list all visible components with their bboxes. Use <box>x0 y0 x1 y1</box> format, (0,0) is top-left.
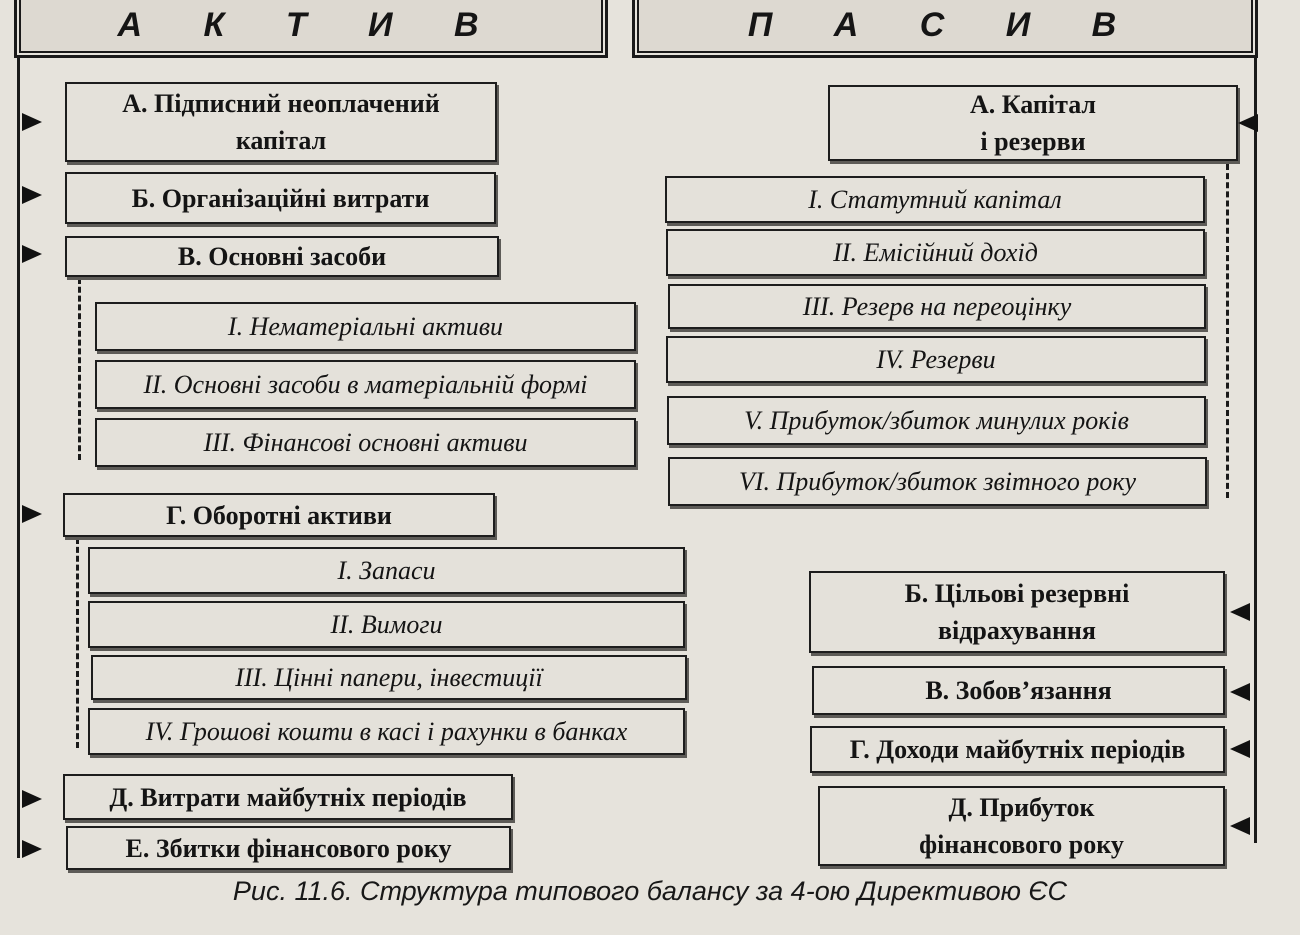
pasyv-a-capital-reserves <box>828 85 1238 161</box>
pasyv-a-item-5: V. Прибуток/збиток минулих років <box>667 396 1206 445</box>
pasyv-a-item-6: VI. Прибуток/збиток звітного року <box>668 457 1207 506</box>
arrow-right-icon <box>22 790 42 808</box>
arrow-right-icon <box>22 245 42 263</box>
figure-caption: Рис. 11.6. Структура типового балансу за 4-ою Директивою ЄС <box>232 876 1068 906</box>
aktyv-g-current-assets: Г. Оборотні активи <box>63 493 495 537</box>
pasyv-a-item-4: IV. Резерви <box>666 336 1206 383</box>
aktyv-v-item-3: ІІІ. Фінансові основні активи <box>95 418 636 467</box>
aktyv-a-subscribed-capital <box>65 82 497 162</box>
arrow-left-icon <box>1230 817 1250 835</box>
pasyv-a-line1: А. Капітал <box>969 90 1097 119</box>
arrow-right-icon <box>22 186 42 204</box>
aktyv-g-item-1: І. Запаси <box>88 547 685 594</box>
pasyv-d-profit-of-year <box>818 786 1225 866</box>
pasyv-a-item-2: ІІ. Емісійний дохід <box>666 229 1205 276</box>
pasyv-main-line <box>1254 58 1257 843</box>
aktyv-a-line1: А. Підписний неоплачений <box>122 89 440 118</box>
aktyv-e-losses-of-year: Е. Збитки фінансового року <box>66 826 511 870</box>
header-aktyv: А К Т И В <box>14 0 608 58</box>
aktyv-d-deferred-expenses: Д. Витрати майбутніх періодів <box>63 774 513 820</box>
arrow-right-icon <box>22 505 42 523</box>
aktyv-g-item-2: ІІ. Вимоги <box>88 601 685 648</box>
aktyv-v-fixed-assets: В. Основні засоби <box>65 236 499 277</box>
arrow-left-icon <box>1230 603 1250 621</box>
arrow-left-icon <box>1230 683 1250 701</box>
pasyv-v-liabilities: В. Зобов’язання <box>812 666 1225 715</box>
pasyv-g-deferred-income: Г. Доходи майбутніх періодів <box>810 726 1225 773</box>
pasyv-a-item-1: І. Статутний капітал <box>665 176 1205 223</box>
arrow-left-icon <box>1238 114 1258 132</box>
aktyv-a-line2: капітал <box>235 126 327 155</box>
arrow-right-icon <box>22 840 42 858</box>
aktyv-v-group-line <box>78 278 81 460</box>
aktyv-v-item-2: ІІ. Основні засоби в матеріальній формі <box>95 360 636 409</box>
header-pasyv: П А С И В <box>632 0 1258 58</box>
pasyv-b-line2: відрахування <box>938 616 1096 645</box>
pasyv-b-target-reserves <box>809 571 1225 653</box>
pasyv-d-line1: Д. Прибуток <box>948 793 1095 822</box>
pasyv-d-line2: фінансового року <box>919 830 1124 859</box>
aktyv-g-item-3: ІІІ. Цінні папери, інвестиції <box>91 655 687 700</box>
aktyv-g-item-4: IV. Грошові кошти в касі і рахунки в банках <box>88 708 685 755</box>
pasyv-b-line1: Б. Цільові резервні <box>904 579 1130 608</box>
pasyv-a-group-line <box>1226 164 1229 498</box>
aktyv-main-line <box>17 58 20 858</box>
pasyv-a-item-3: ІІІ. Резерв на переоцінку <box>668 284 1206 329</box>
aktyv-g-group-line <box>76 538 79 748</box>
aktyv-v-item-1: І. Нематеріальні активи <box>95 302 636 351</box>
aktyv-b-organizational-costs: Б. Організаційні витрати <box>65 172 496 224</box>
arrow-right-icon <box>22 113 42 131</box>
arrow-left-icon <box>1230 740 1250 758</box>
pasyv-a-line2: і резерви <box>980 127 1086 156</box>
